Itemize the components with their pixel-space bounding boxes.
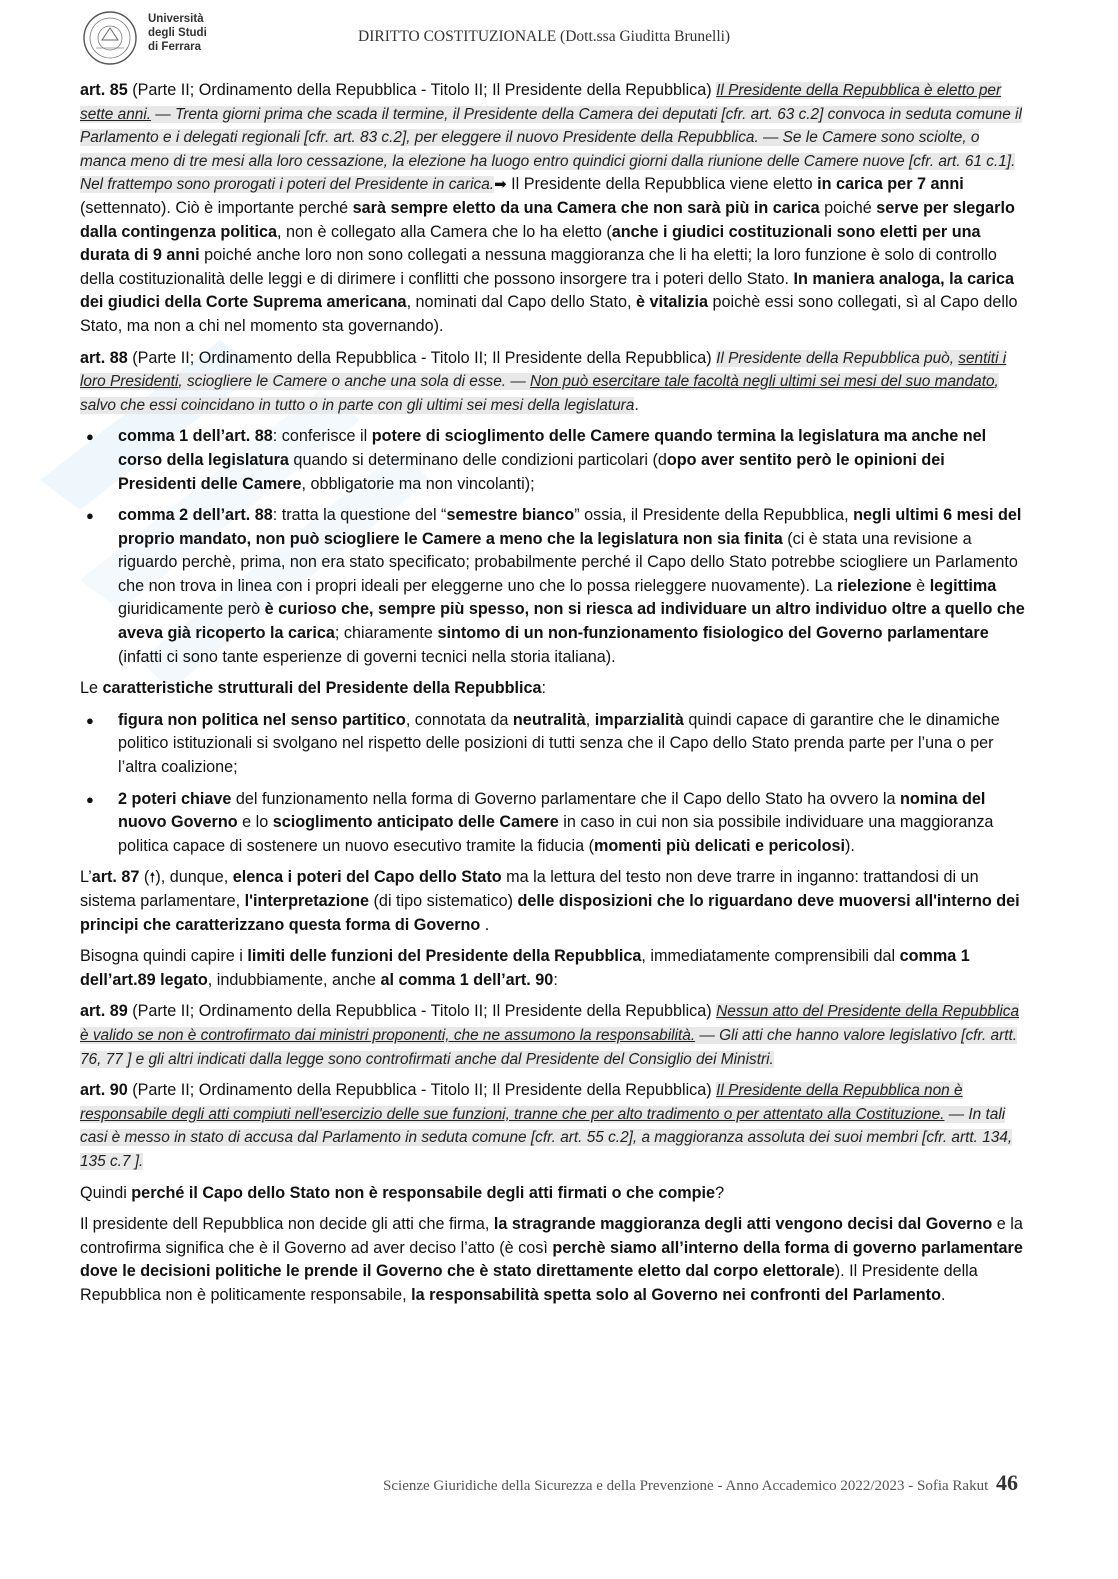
list-item (80, 709, 1026, 780)
bold-text: elenca i poteri del Capo dello Stato (232, 868, 502, 887)
bold-text: perchè siamo all’interno della forma di governo parlamentare dove le decisioni politiche le prende il Governo che è stato direttamente eletto dal corpo elettorale (80, 1238, 1023, 1281)
article-reference: (Parte II; Ordinamento della Repubblica - Titolo II; Il Presidente della Repubblica) (127, 1002, 717, 1021)
text: ), dunque, (155, 868, 233, 887)
text: , immediatamente comprensibili dal (641, 947, 900, 966)
text: Quindi (80, 1183, 132, 1202)
text: poichè essi sono collegati, sì al Capo dello Stato, ma non a chi nel momento sta governando). (80, 293, 1018, 335)
text: ? (715, 1183, 725, 1202)
list-item (80, 425, 1026, 496)
text: , obbligatorie ma non vincolanti); (301, 474, 535, 493)
question-paragraph (80, 1182, 1026, 1206)
text: quando si determinano delle condizioni particolari (d (288, 450, 667, 469)
quote-underlined: Nessun atto del Presidente della Repubblica è valido se non è controfirmato dai ministri proponenti, che ne assumono la responsabilità. (80, 1003, 1020, 1044)
text: Il Presidente della Repubblica viene eletto (506, 175, 818, 194)
text: ( (139, 868, 150, 887)
structural-features-intro (80, 677, 1026, 701)
text: , (585, 710, 595, 729)
bold-text: semestre bianco (446, 506, 575, 525)
text: : conferisce il (272, 427, 372, 446)
bold-text: limiti delle funzioni del Presidente della Repubblica (247, 947, 642, 966)
text: (di tipo sistematico) (369, 892, 518, 910)
quote-underlined: Il Presidente della Repubblica non è responsabile degli atti compiuti nell'esercizio delle sue funzioni, tranne che per alto tradimento o per attentato alla Costituzione. (80, 1082, 963, 1123)
bold-text: comma 1 dell’art. 88 (118, 427, 273, 446)
text: del funzionamento nella forma di Governo parlamentare che il Capo dello Stato ha ovvero la (231, 789, 900, 808)
text: (settennato). Ciò è importante perché (80, 198, 353, 217)
text: Bisogna quindi capire i (80, 947, 248, 966)
article-number: art. 90 (80, 1081, 128, 1100)
bold-text: caratteristiche strutturali del Presidente della Repubblica (102, 679, 542, 698)
bold-text: momenti più delicati e pericolosi (594, 836, 845, 855)
text: , nominati dal Capo dello Stato, (406, 293, 637, 312)
article-reference: (Parte II; Ordinamento della Repubblica - Titolo II; Il Presidente della Repubblica) (127, 81, 717, 99)
quote-underlined: Il Presidente della Repubblica è eletto per sette anni. (80, 82, 1002, 123)
bold-text: l'interpretazione (244, 892, 370, 910)
text: . (634, 395, 639, 414)
university-name-line: di Ferrara (148, 41, 202, 53)
article-reference: (Parte II; Ordinamento della Repubblica - Titolo II; Il Presidente della Repubblica) (127, 1081, 717, 1100)
course-title: DIRITTO COSTITUZIONALE (Dott.ssa Giuditta Brunelli) (358, 28, 731, 45)
list-item (80, 504, 1026, 669)
article-89-paragraph (80, 1000, 1026, 1071)
bold-text: neutralità (512, 710, 586, 729)
bold-text: art. 87 (91, 868, 140, 887)
page-footer (383, 1470, 1018, 1496)
university-name-line: Università (148, 13, 204, 25)
text: , indubbiamente, anche (207, 970, 381, 989)
quote-text: , salvo che essi coincidano in tutto o in parte con gli ultimi sei mesi della legislatura (80, 373, 999, 414)
structural-features-list (80, 709, 1026, 859)
text: (infatti ci sono tante esperienze di governi tecnici nella storia italiana). (118, 647, 616, 666)
text: L’ (80, 868, 92, 887)
bold-text: sintomo di un non-funzionamento fisiologico del Governo parlamentare (437, 624, 989, 643)
bold-text: in carica per 7 anni (817, 175, 964, 194)
text: . (480, 915, 490, 934)
bullet-icon: ● (86, 712, 94, 728)
bold-text: 2 poteri chiave (118, 789, 232, 808)
page-number: 46 (996, 1470, 1018, 1495)
bold-text: la responsabilità spetta solo al Governo nei confronti del Parlamento (411, 1285, 941, 1304)
text: giuridicamente però (118, 600, 265, 619)
article-88-paragraph (80, 347, 1026, 418)
text: poiché (819, 198, 877, 217)
bold-text: negli ultimi 6 mesi del proprio mandato, non può sciogliere le Camere a meno che la legislatura non sia finita (118, 506, 1022, 548)
bullet-icon: ● (86, 508, 94, 524)
text: e lo (237, 813, 273, 832)
bold-text: è curioso che, sempre più spesso, non si riesca ad individuare un altro individuo oltre a quello che aveva già ricoperto la carica (118, 600, 1025, 643)
text: ma la lettura del testo non deve trarre in inganno: trattandosi di un sistema parlamentare, (80, 868, 979, 910)
bold-text: al comma 1 dell’art. 90 (380, 970, 554, 989)
university-name-line: degli Studi (148, 27, 207, 39)
bold-text: sarà sempre eletto da una Camera che non sarà più in carica (352, 198, 820, 217)
bold-text: legittima (929, 576, 997, 595)
text: , non è collegato alla Camera che lo ha eletto ( (276, 222, 612, 241)
quote-text: — In tali casi è messo in stato di accusa dal Parlamento in seduta comune [cfr. art. 55 c.2], a maggioranza assoluta dei suoi membri [cfr. artt. 134, 135 c.7 ]. (80, 1105, 1013, 1170)
quote-text: — Trenta giorni prima che scada il termine, il Presidente della Camera dei deputati [cfr. art. 63 c.2] convoca in seduta comune il Parlamento e i delegati regionali [cfr. art. 83 c.2], per eleggere il nuovo Presidente della Repubblica. — Se le Camere sono sciolte, o manca meno di tre mesi alla loro cessazione, la elezione ha luogo entro quindici giorni dalla riunione delle Camere nuove [cfr. art. 61 c.1]. Nel frattempo sono prorogati i poteri del Presidente in carica. (80, 105, 1022, 194)
bold-text: imparzialità (594, 710, 684, 729)
page-content (80, 79, 1026, 1316)
bold-text: In maniera analoga, la carica dei giudici della Corte Suprema americana (80, 269, 1014, 312)
text: : tratta la questione del “ (272, 506, 447, 525)
limits-paragraph (80, 945, 1026, 992)
bold-text: serve per slegarlo dalla contingenza politica (80, 198, 1015, 241)
text: : (541, 679, 547, 698)
list-item (80, 788, 1026, 859)
bold-text: perché il Capo dello Stato non è responsabile degli atti firmati o che compie (131, 1183, 716, 1202)
footer-text: Scienze Giuridiche della Sicurezza e della Prevenzione - Anno Accademico 2022/2023 - Sofia Rakut (383, 1478, 989, 1494)
text: e la controfirma significa che è il Governo ad aver deciso l’atto (è così (80, 1215, 1023, 1257)
university-seal-logo (82, 10, 138, 66)
article-reference: (Parte II; Ordinamento della Repubblica - Titolo II; Il Presidente della Repubblica) (127, 348, 717, 367)
quote-underlined: Non può esercitare tale facoltà negli ultimi sei mesi del suo mandato (530, 373, 995, 391)
bold-text: anche i giudici costituzionali sono eletti per una durata di 9 anni (80, 222, 981, 265)
quote-text: , sciogliere le Camere o anche una sola di esse. — (178, 373, 530, 391)
text: : (553, 970, 558, 989)
text: ). Il Presidente della Repubblica non è politicamente responsabile, (80, 1262, 978, 1304)
text: . (940, 1285, 946, 1304)
text: Il presidente dell Repubblica non decide gli atti che firma, (80, 1215, 494, 1234)
bold-text: figura non politica nel senso partitico (118, 710, 406, 729)
quote-text: — Gli atti che hanno valore legislativo [cfr. artt. 76, 77 ] e gli altri indicati dalla legge sono controfirmati anche dal Presidente del Consiglio dei Ministri. (80, 1026, 1018, 1068)
article-90-paragraph (80, 1079, 1026, 1173)
bold-text: delle disposizioni che lo riguardano deve muoversi all'interno dei principi che caratterizzano questa forma di Governo (80, 892, 1020, 934)
right-arrow-icon: ➡ (494, 176, 507, 194)
text: è (911, 576, 930, 595)
up-arrow-icon: 🠕 (149, 869, 156, 886)
bold-text: è vitalizia (636, 293, 709, 312)
quote-underlined: sentiti i loro Presidenti (80, 349, 1007, 391)
bold-text: la stragrande maggioranza degli atti vengono decisi dal Governo (493, 1215, 993, 1234)
text: , connotata da (405, 710, 513, 729)
bold-text: comma 1 dell’art.89 legato (80, 947, 970, 989)
text: (ci è stata una revisione a riguardo perchè, prima, non era stato specificato; probabilmente perché il Capo dello Stato potrebbe sciogliere un Parlamento che non trova in linea con i propri ideali per eleggerne uno che lo possa rieleggere nuovamente). La (118, 529, 1018, 595)
text: ” ossia, il Presidente della Repubblica, (574, 506, 854, 525)
article-number: art. 85 (80, 81, 128, 99)
quote-text: Il Presidente della Repubblica può, (716, 349, 959, 367)
text: quindi capace di garantire che le dinamiche politico istituzionali si svolgano nel rispetto delle posizioni di tutti senza che il Capo dello Stato prenda parte per l’una o per l’altra coalizione; (118, 710, 1000, 777)
article-85-paragraph (80, 79, 1026, 339)
bold-text: nomina del nuovo Governo (118, 789, 986, 832)
answer-paragraph (80, 1213, 1026, 1307)
article-number: art. 88 (80, 348, 128, 367)
university-name (148, 12, 268, 54)
page-header (0, 0, 1118, 70)
text: in caso in cui non sia possibile individuare una maggioranza politica capace di sostenere un nuovo esecutivo tramite la fiducia ( (118, 813, 994, 855)
bullet-icon: ● (86, 791, 94, 807)
bold-text: potere di scioglimento delle Camere quando termina la legislatura ma anche nel corso della legislatura (118, 427, 987, 469)
bold-text: rielezione (837, 576, 912, 595)
article-87-paragraph (80, 866, 1026, 937)
text: poiché anche loro non sono collegati a nessuna maggioranza che li ha eletti; la loro funzione è solo di controllo della costituzionalità delle leggi e di dirimere i conflitti che possono insorgere tra i poteri dello Stato. (80, 246, 997, 288)
article-88-comma-list (80, 425, 1026, 669)
bullet-icon: ● (86, 429, 94, 445)
bold-text: comma 2 dell’art. 88 (118, 506, 273, 525)
text: ). (844, 836, 855, 855)
bold-text: opo aver sentito però le opinioni dei Presidenti delle Camere (118, 450, 945, 493)
bold-text: scioglimento anticipato delle Camere (272, 813, 559, 832)
text: ; chiaramente (334, 624, 438, 643)
text: Le (80, 679, 103, 698)
article-number: art. 89 (80, 1002, 128, 1021)
